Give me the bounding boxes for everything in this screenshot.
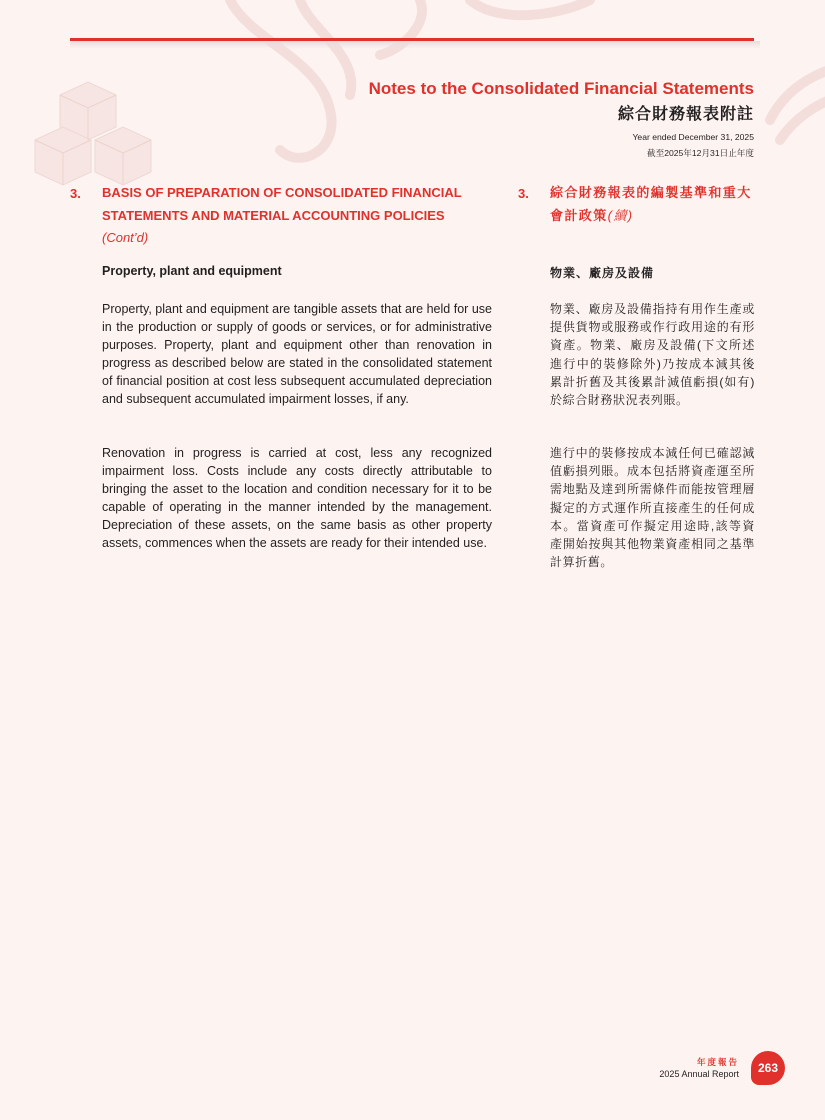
header-year-zh: 截至2025年12月31日止年度 (647, 148, 754, 158)
footer-annual-report-en: 2025 Annual Report (659, 1069, 739, 1079)
section-number-zh: 3. (518, 186, 529, 201)
page-footer (659, 1057, 739, 1080)
paragraph-zh-2: 進行中的裝修按成本減任何已確認減值虧損列賬。成本包括將資產運至所需地點及達到所需條件而能按管理層擬定的方式運作所直接產生的任何成本。當資產可作擬定用途時,該等資產開始按與其他物業資產相同之基準計算折舊。 (550, 446, 755, 570)
page-number-badge: 263 (751, 1051, 785, 1085)
section-heading-en (102, 182, 492, 250)
footer-annual-report-zh: 年度報告 (696, 1057, 739, 1067)
subsection-title-zh: 物業、廠房及設備 (550, 266, 655, 280)
page-header (369, 78, 754, 159)
section-heading-zh (550, 182, 755, 227)
section-contd-zh: (續) (607, 207, 634, 223)
section-heading-zh-text: 綜合財務報表的編製基準和重大會計政策 (550, 185, 752, 223)
section-heading-en-text: BASIS OF PREPARATION OF CONSOLIDATED FINANCIAL STATEMENTS AND MATERIAL ACCOUNTING POLICIES (102, 185, 462, 223)
header-title-en: Notes to the Consolidated Financial Statements (368, 79, 754, 98)
paragraph-zh-1: 物業、廠房及設備指持有用作生產或提供貨物或服務或作行政用途的有形資產。物業、廠房及設備(下文所述進行中的裝修除外)乃按成本減其後累計折舊及其後累計減值虧損(如有)於綜合財務狀況表列賬。 (550, 302, 755, 408)
top-rule (70, 38, 754, 41)
section-contd-en: (Cont’d) (102, 230, 149, 245)
paragraph-en-1: Property, plant and equipment are tangible assets that are held for use in the production or supply of goods or services, or for administrative purposes. Property, plant and equipment other than renovation in progress as described below are stated in the consolidated statement of financial position at cost less subsequent accumulated depreciation and subsequent accumulated impairment losses, if any. (102, 302, 492, 407)
header-year-en: Year ended December 31, 2025 (632, 132, 754, 142)
header-title-zh: 綜合財務報表附註 (617, 106, 754, 123)
top-rule-shadow (70, 41, 760, 49)
section-number-en: 3. (70, 186, 81, 201)
subsection-title-en: Property, plant and equipment (102, 264, 282, 278)
paragraph-en-2: Renovation in progress is carried at cost, less any recognized impairment loss. Costs include any costs directly attributable to bringing the asset to the location and condition necessary for it to be capable of operating in the manner intended by the management. Depreciation of these assets, on the same basis as other property assets, commences when the assets are ready for their intended use. (102, 446, 492, 551)
